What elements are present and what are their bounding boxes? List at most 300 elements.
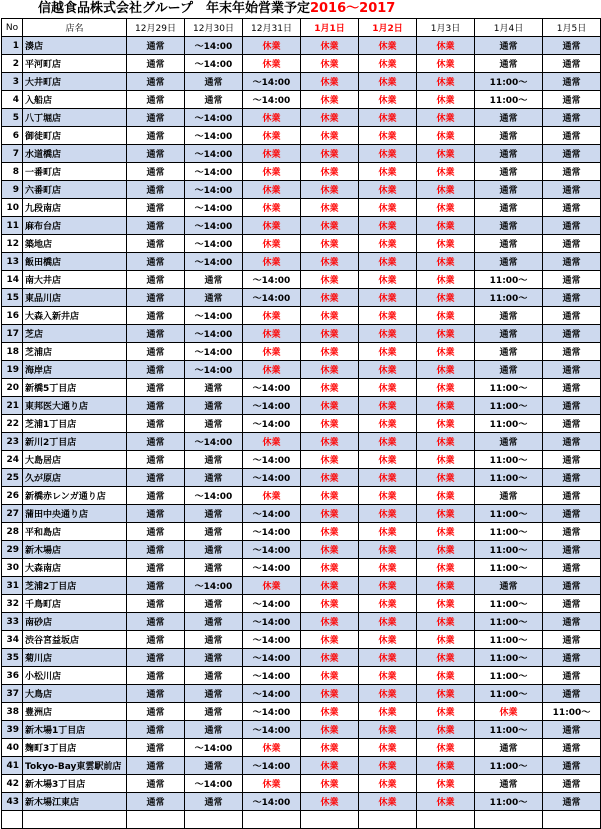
table-row [2, 199, 601, 217]
schedule-cell: 休業 [243, 199, 301, 217]
schedule-cell: 休業 [359, 559, 417, 577]
store-number: 7 [2, 145, 23, 163]
schedule-cell: 休業 [359, 289, 417, 307]
schedule-cell: 休業 [301, 577, 359, 595]
table-row [2, 91, 601, 109]
schedule-cell: ～14:00 [243, 649, 301, 667]
table-row [2, 55, 601, 73]
schedule-cell: ～14:00 [185, 487, 243, 505]
schedule-cell: 休業 [243, 343, 301, 361]
schedule-cell: 休業 [417, 685, 475, 703]
schedule-cell: 通常 [543, 181, 601, 199]
schedule-cell: 休業 [417, 109, 475, 127]
schedule-cell: 通常 [185, 451, 243, 469]
store-name: 新橋赤レンガ通り店 [23, 487, 127, 505]
schedule-cell: 11:00～ [475, 793, 543, 811]
schedule-cell: 11:00～ [475, 91, 543, 109]
schedule-cell: 通常 [475, 217, 543, 235]
table-row [2, 739, 601, 757]
schedule-cell: 通常 [543, 343, 601, 361]
schedule-cell: 通常 [127, 541, 185, 559]
schedule-cell: 休業 [243, 55, 301, 73]
schedule-cell: 通常 [475, 145, 543, 163]
schedule-cell: 休業 [359, 361, 417, 379]
schedule-cell: 休業 [359, 577, 417, 595]
table-row [2, 451, 601, 469]
schedule-cell: 休業 [359, 415, 417, 433]
schedule-cell: 通常 [127, 595, 185, 613]
table-row [2, 415, 601, 433]
schedule-cell: 休業 [243, 145, 301, 163]
schedule-cell: 休業 [417, 451, 475, 469]
table-row [2, 487, 601, 505]
schedule-cell: 11:00～ [475, 541, 543, 559]
schedule-cell: 休業 [417, 127, 475, 145]
schedule-cell: 休業 [301, 433, 359, 451]
store-number: 36 [2, 667, 23, 685]
schedule-cell: 休業 [417, 631, 475, 649]
schedule-cell: 休業 [243, 577, 301, 595]
schedule-cell: 通常 [127, 73, 185, 91]
schedule-cell: 通常 [543, 91, 601, 109]
schedule-cell: 休業 [301, 559, 359, 577]
schedule-cell: 休業 [359, 649, 417, 667]
table-row [2, 73, 601, 91]
store-name: 南砂店 [23, 613, 127, 631]
store-name: 芝浦店 [23, 343, 127, 361]
schedule-cell: 休業 [417, 181, 475, 199]
schedule-cell: 休業 [301, 703, 359, 721]
schedule-cell: 休業 [301, 595, 359, 613]
schedule-cell: 通常 [475, 775, 543, 793]
schedule-cell: 通常 [185, 793, 243, 811]
store-name: 新木場3丁目店 [23, 775, 127, 793]
store-name: 芝店 [23, 325, 127, 343]
schedule-cell: 休業 [359, 451, 417, 469]
schedule-cell: 休業 [359, 685, 417, 703]
schedule-cell: 通常 [127, 739, 185, 757]
schedule-cell: 通常 [543, 559, 601, 577]
schedule-cell: 休業 [359, 397, 417, 415]
schedule-cell: 通常 [475, 307, 543, 325]
schedule-cell: 通常 [127, 217, 185, 235]
schedule-cell: ～14:00 [243, 631, 301, 649]
schedule-cell: 休業 [359, 523, 417, 541]
store-number: 11 [2, 217, 23, 235]
schedule-cell: 通常 [127, 343, 185, 361]
store-name: 湊店 [23, 37, 127, 55]
schedule-cell: 通常 [185, 289, 243, 307]
schedule-cell: 休業 [417, 523, 475, 541]
table-row [2, 505, 601, 523]
column-header: 1月2日 [359, 19, 417, 37]
schedule-cell: 休業 [417, 415, 475, 433]
schedule-cell: ～14:00 [185, 37, 243, 55]
store-number: 34 [2, 631, 23, 649]
table-row [2, 163, 601, 181]
schedule-cell: 11:00～ [475, 559, 543, 577]
schedule-cell: 通常 [127, 469, 185, 487]
schedule-cell: 通常 [475, 199, 543, 217]
schedule-cell: 休業 [359, 109, 417, 127]
schedule-cell: 休業 [301, 397, 359, 415]
schedule-cell: ～14:00 [185, 199, 243, 217]
store-number: 40 [2, 739, 23, 757]
store-number: 8 [2, 163, 23, 181]
schedule-cell: 休業 [417, 721, 475, 739]
schedule-cell: 通常 [127, 55, 185, 73]
store-number: 35 [2, 649, 23, 667]
schedule-cell: ～14:00 [243, 667, 301, 685]
schedule-cell: 休業 [243, 307, 301, 325]
schedule-cell: 休業 [359, 613, 417, 631]
table-row [2, 793, 601, 811]
schedule-cell: 11:00～ [475, 649, 543, 667]
schedule-cell: 休業 [417, 487, 475, 505]
store-number: 13 [2, 253, 23, 271]
schedule-cell: 11:00～ [475, 397, 543, 415]
schedule-cell: ～14:00 [185, 361, 243, 379]
schedule-cell: 通常 [475, 343, 543, 361]
schedule-cell: 休業 [417, 757, 475, 775]
schedule-cell: 通常 [543, 469, 601, 487]
schedule-cell: 休業 [417, 199, 475, 217]
table-row [2, 667, 601, 685]
store-number: 17 [2, 325, 23, 343]
store-name: 大森入新井店 [23, 307, 127, 325]
schedule-cell: 休業 [301, 235, 359, 253]
schedule-cell: 通常 [475, 433, 543, 451]
schedule-cell: 休業 [359, 775, 417, 793]
store-number: 28 [2, 523, 23, 541]
schedule-cell: ～14:00 [243, 685, 301, 703]
schedule-cell: 休業 [243, 775, 301, 793]
store-number: 18 [2, 343, 23, 361]
schedule-cell: 通常 [543, 487, 601, 505]
schedule-cell: 休業 [301, 505, 359, 523]
schedule-cell: ～14:00 [243, 415, 301, 433]
store-name: 麻布台店 [23, 217, 127, 235]
table-row [2, 145, 601, 163]
schedule-cell: 通常 [127, 775, 185, 793]
schedule-cell: 通常 [127, 793, 185, 811]
table-row [2, 559, 601, 577]
empty-cell [359, 811, 417, 829]
empty-cell [2, 811, 23, 829]
schedule-cell: 通常 [543, 163, 601, 181]
store-name: 入船店 [23, 91, 127, 109]
schedule-cell: 通常 [185, 91, 243, 109]
schedule-cell: 通常 [127, 649, 185, 667]
store-number: 42 [2, 775, 23, 793]
store-number: 29 [2, 541, 23, 559]
schedule-cell: ～14:00 [243, 613, 301, 631]
store-name: 渋谷宮益坂店 [23, 631, 127, 649]
schedule-cell: ～14:00 [185, 163, 243, 181]
schedule-cell: 休業 [301, 109, 359, 127]
schedule-cell: ～14:00 [243, 451, 301, 469]
schedule-cell: 休業 [417, 217, 475, 235]
schedule-cell: 通常 [475, 109, 543, 127]
schedule-cell: 休業 [417, 397, 475, 415]
store-number: 33 [2, 613, 23, 631]
schedule-cell: 休業 [359, 127, 417, 145]
schedule-cell: 通常 [543, 127, 601, 145]
table-row [2, 289, 601, 307]
empty-cell [475, 811, 543, 829]
schedule-cell: 休業 [243, 163, 301, 181]
schedule-cell: 休業 [417, 379, 475, 397]
schedule-cell: 通常 [543, 379, 601, 397]
store-name: 八丁堀店 [23, 109, 127, 127]
schedule-cell: 通常 [475, 325, 543, 343]
schedule-cell: 休業 [359, 541, 417, 559]
store-number: 27 [2, 505, 23, 523]
schedule-cell: 休業 [301, 199, 359, 217]
schedule-cell: 通常 [475, 577, 543, 595]
schedule-cell: ～14:00 [243, 523, 301, 541]
schedule-cell: 通常 [185, 613, 243, 631]
schedule-cell: ～14:00 [243, 73, 301, 91]
column-header: 1月1日 [301, 19, 359, 37]
schedule-cell: 休業 [301, 721, 359, 739]
store-name: Tokyo-Bay東雲駅前店 [23, 757, 127, 775]
schedule-cell: 休業 [243, 325, 301, 343]
schedule-cell: 11:00～ [475, 685, 543, 703]
store-number: 25 [2, 469, 23, 487]
schedule-cell: 通常 [543, 307, 601, 325]
schedule-cell: 通常 [185, 703, 243, 721]
store-name: 芝浦1丁目店 [23, 415, 127, 433]
schedule-cell: ～14:00 [185, 235, 243, 253]
schedule-cell: 休業 [359, 433, 417, 451]
column-header: 1月4日 [475, 19, 543, 37]
store-number: 3 [2, 73, 23, 91]
store-number: 16 [2, 307, 23, 325]
column-header: 店名 [23, 19, 127, 37]
store-number: 22 [2, 415, 23, 433]
store-number: 15 [2, 289, 23, 307]
schedule-cell: 休業 [359, 307, 417, 325]
schedule-cell: 通常 [127, 703, 185, 721]
schedule-cell: 休業 [417, 577, 475, 595]
schedule-cell: ～14:00 [185, 217, 243, 235]
schedule-cell: 休業 [417, 595, 475, 613]
schedule-cell: 通常 [543, 145, 601, 163]
store-number: 41 [2, 757, 23, 775]
schedule-cell: 休業 [417, 271, 475, 289]
schedule-cell: 休業 [243, 127, 301, 145]
schedule-cell: 通常 [127, 721, 185, 739]
schedule-cell: 休業 [301, 37, 359, 55]
schedule-cell: 通常 [185, 73, 243, 91]
schedule-cell: 通常 [543, 109, 601, 127]
schedule-cell: 休業 [243, 109, 301, 127]
store-name: 小松川店 [23, 667, 127, 685]
schedule-cell: ～14:00 [243, 469, 301, 487]
schedule-cell: ～14:00 [185, 433, 243, 451]
store-name: 南大井店 [23, 271, 127, 289]
schedule-cell: 休業 [417, 793, 475, 811]
table-row [2, 649, 601, 667]
schedule-cell: 休業 [301, 415, 359, 433]
store-number: 6 [2, 127, 23, 145]
schedule-cell: 通常 [127, 631, 185, 649]
schedule-cell: 通常 [543, 271, 601, 289]
schedule-cell: 11:00～ [475, 667, 543, 685]
schedule-cell: 休業 [301, 91, 359, 109]
schedule-cell: 休業 [301, 163, 359, 181]
schedule-cell: 休業 [359, 271, 417, 289]
schedule-cell: 通常 [543, 451, 601, 469]
schedule-cell: 通常 [543, 775, 601, 793]
schedule-cell: 通常 [127, 577, 185, 595]
schedule-cell: 通常 [543, 37, 601, 55]
schedule-cell: 休業 [359, 217, 417, 235]
schedule-cell: ～14:00 [243, 541, 301, 559]
empty-cell [417, 811, 475, 829]
schedule-cell: 休業 [417, 469, 475, 487]
store-name: 大森南店 [23, 559, 127, 577]
schedule-cell: ～14:00 [243, 289, 301, 307]
schedule-cell: ～14:00 [185, 775, 243, 793]
schedule-cell: 通常 [185, 721, 243, 739]
schedule-cell: 休業 [301, 289, 359, 307]
schedule-cell: 通常 [543, 667, 601, 685]
schedule-cell: 通常 [543, 541, 601, 559]
store-number: 19 [2, 361, 23, 379]
schedule-cell: 11:00～ [543, 703, 601, 721]
table-row [2, 325, 601, 343]
schedule-cell: 通常 [127, 109, 185, 127]
schedule-cell: 通常 [127, 397, 185, 415]
schedule-cell: 休業 [301, 451, 359, 469]
store-name: 大井町店 [23, 73, 127, 91]
schedule-cell: 休業 [243, 739, 301, 757]
schedule-cell: 通常 [543, 577, 601, 595]
schedule-cell: ～14:00 [185, 109, 243, 127]
schedule-cell: 休業 [243, 433, 301, 451]
schedule-cell: 通常 [127, 379, 185, 397]
store-number: 2 [2, 55, 23, 73]
schedule-cell: ～14:00 [185, 325, 243, 343]
schedule-cell: 通常 [127, 91, 185, 109]
schedule-cell: 休業 [359, 253, 417, 271]
schedule-cell: 11:00～ [475, 289, 543, 307]
empty-cell [543, 811, 601, 829]
schedule-cell: 休業 [243, 253, 301, 271]
schedule-cell: 通常 [475, 37, 543, 55]
schedule-cell: 通常 [475, 181, 543, 199]
schedule-cell: 通常 [543, 361, 601, 379]
schedule-cell: 休業 [301, 181, 359, 199]
table-row [2, 541, 601, 559]
schedule-cell: 通常 [127, 127, 185, 145]
store-number: 23 [2, 433, 23, 451]
store-name: 九段南店 [23, 199, 127, 217]
table-row [2, 631, 601, 649]
schedule-cell: 通常 [185, 757, 243, 775]
column-header: 1月5日 [543, 19, 601, 37]
schedule-cell: 通常 [127, 505, 185, 523]
store-name: 平和島店 [23, 523, 127, 541]
schedule-cell: 通常 [475, 163, 543, 181]
schedule-cell: 休業 [417, 541, 475, 559]
table-row [2, 307, 601, 325]
schedule-cell: 休業 [359, 631, 417, 649]
schedule-cell: 通常 [543, 55, 601, 73]
schedule-cell: 通常 [127, 199, 185, 217]
store-number: 24 [2, 451, 23, 469]
schedule-cell: 休業 [359, 73, 417, 91]
schedule-cell: 通常 [185, 667, 243, 685]
table-row [2, 613, 601, 631]
title-years: 2016～2017 [309, 1, 396, 16]
store-number: 9 [2, 181, 23, 199]
store-name: 新川2丁目店 [23, 433, 127, 451]
schedule-cell: 休業 [475, 703, 543, 721]
table-row [2, 433, 601, 451]
empty-cell [301, 811, 359, 829]
schedule-cell: 休業 [417, 91, 475, 109]
store-number: 20 [2, 379, 23, 397]
schedule-cell: 11:00～ [475, 613, 543, 631]
schedule-cell: 通常 [185, 379, 243, 397]
schedule-cell: 11:00～ [475, 415, 543, 433]
schedule-cell: 11:00～ [475, 379, 543, 397]
schedule-cell: 通常 [543, 73, 601, 91]
schedule-cell: ～14:00 [185, 55, 243, 73]
schedule-cell: 通常 [543, 433, 601, 451]
schedule-cell: 通常 [127, 325, 185, 343]
schedule-cell: 通常 [543, 523, 601, 541]
schedule-cell: 通常 [185, 415, 243, 433]
store-number: 39 [2, 721, 23, 739]
schedule-cell: 休業 [301, 379, 359, 397]
schedule-cell: ～14:00 [185, 577, 243, 595]
schedule-cell: 休業 [243, 37, 301, 55]
schedule-cell: 休業 [243, 487, 301, 505]
schedule-cell: 11:00～ [475, 271, 543, 289]
table-row [2, 253, 601, 271]
schedule-cell: 休業 [301, 523, 359, 541]
schedule-cell: 休業 [359, 325, 417, 343]
schedule-cell: 通常 [185, 523, 243, 541]
schedule-cell: 休業 [417, 37, 475, 55]
table-row [2, 127, 601, 145]
schedule-cell: 通常 [127, 613, 185, 631]
store-name: 築地店 [23, 235, 127, 253]
schedule-cell: 休業 [301, 73, 359, 91]
schedule-cell: 通常 [543, 685, 601, 703]
schedule-cell: 休業 [417, 559, 475, 577]
schedule-cell: 通常 [543, 595, 601, 613]
schedule-cell: 通常 [185, 649, 243, 667]
schedule-cell: 通常 [127, 289, 185, 307]
schedule-cell: 通常 [127, 451, 185, 469]
schedule-cell: 通常 [475, 235, 543, 253]
schedule-cell: 休業 [301, 469, 359, 487]
schedule-cell: 通常 [543, 613, 601, 631]
schedule-cell: 休業 [417, 505, 475, 523]
schedule-cell: 通常 [543, 199, 601, 217]
schedule-cell: 通常 [127, 523, 185, 541]
schedule-cell: 休業 [417, 253, 475, 271]
schedule-cell: 休業 [301, 343, 359, 361]
column-header: 1月3日 [417, 19, 475, 37]
store-number: 5 [2, 109, 23, 127]
schedule-cell: 通常 [127, 415, 185, 433]
